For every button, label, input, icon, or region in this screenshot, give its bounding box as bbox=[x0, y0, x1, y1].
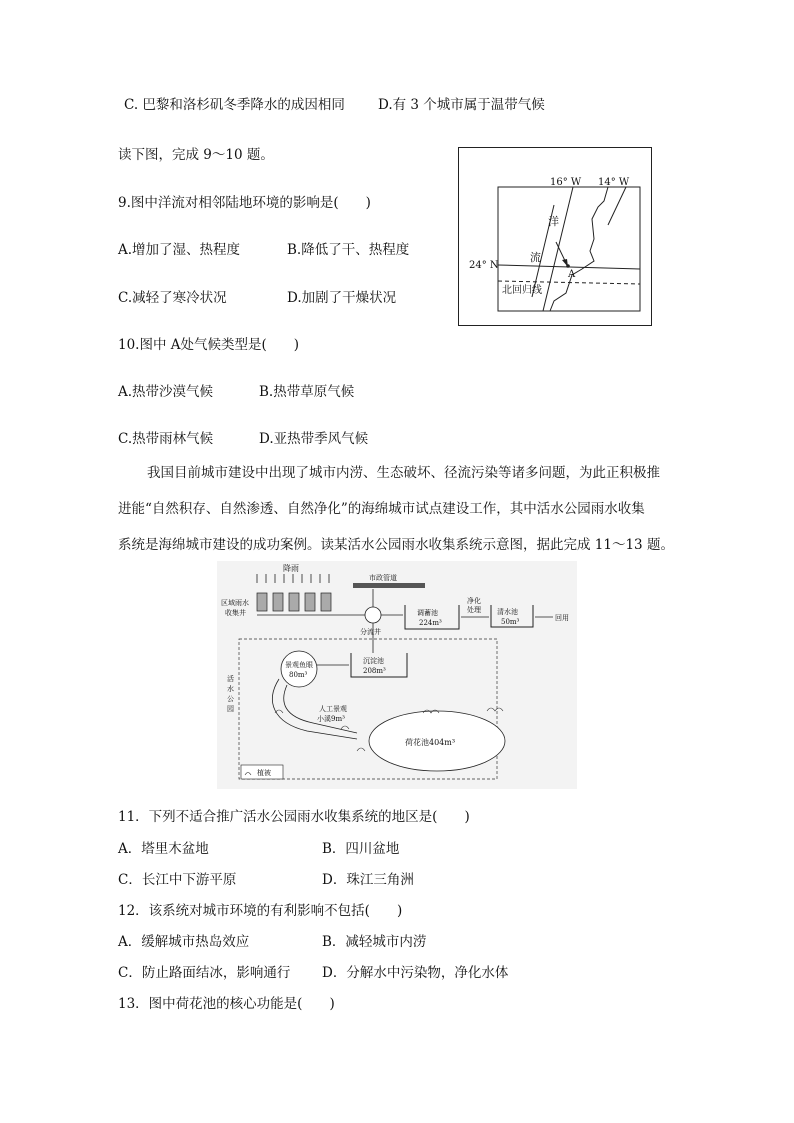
ocean-current-map bbox=[458, 147, 653, 327]
municipal-pipe bbox=[353, 583, 425, 588]
q12-option-c: C．防止路面结冰，影响通行 bbox=[118, 965, 291, 981]
q10-stem: 10.图中 A处气候类型是( ) bbox=[118, 337, 300, 353]
stream-label-1: 人工景观 bbox=[319, 705, 347, 713]
q11-option-d: D．珠江三角洲 bbox=[322, 872, 414, 888]
purify-label-2: 处理 bbox=[467, 606, 481, 614]
park-label-2: 水 bbox=[227, 685, 234, 693]
settle-label-1: 沉淀池 bbox=[363, 657, 384, 665]
storage-label-2: 224m³ bbox=[419, 619, 442, 627]
splitter-well bbox=[365, 607, 381, 623]
q12-stem: 12．该系统对城市环境的有利影响不包括( ) bbox=[118, 903, 403, 919]
collector-label-2: 收集井 bbox=[225, 609, 246, 617]
collector-label-1: 区域雨水 bbox=[221, 599, 249, 607]
q8-option-d: D.有 3 个城市属于温带气候 bbox=[378, 97, 545, 113]
q9-option-a: A.增加了湿、热程度 bbox=[118, 242, 241, 258]
legend-label: 植被 bbox=[257, 769, 271, 777]
section-intro-9-10: 读下图，完成 9～10 题。 bbox=[118, 147, 274, 163]
q8-option-c: C. 巴黎和洛杉矶冬季降水的成因相同 bbox=[124, 97, 345, 113]
q12-option-d: D．分解水中污染物，净化水体 bbox=[322, 965, 509, 981]
park-label-4: 园 bbox=[227, 705, 234, 713]
stream-label-2: 小溪9m³ bbox=[317, 715, 345, 723]
q12-option-a: A．缓解城市热岛效应 bbox=[118, 934, 250, 950]
q9-option-c: C.减轻了寒冷状况 bbox=[118, 290, 227, 306]
q9-option-b: B.降低了干、热程度 bbox=[287, 242, 410, 258]
passage-line-3: 系统是海绵城市建设的成功案例。读某活水公园雨水收集系统示意图，据此完成 11～13 题。 bbox=[118, 537, 674, 553]
current-label-yang: 洋 bbox=[548, 215, 559, 228]
park-label-1: 活 bbox=[227, 675, 234, 683]
tropic-label: 北回归线 bbox=[502, 285, 542, 296]
q10-option-d: D.亚热带季风气候 bbox=[259, 431, 369, 447]
rainwater-system-diagram bbox=[217, 561, 577, 789]
splitter-label: 分流井 bbox=[360, 628, 381, 636]
q12-option-b: B．减轻城市内涝 bbox=[322, 934, 427, 950]
rain-label: 降雨 bbox=[283, 564, 299, 573]
q11-option-a: A．塔里木盆地 bbox=[118, 841, 209, 857]
passage bbox=[118, 455, 688, 563]
passage-line-2: 进能“自然积存、自然渗透、自然净化”的海绵城市试点建设工作，其中活水公园雨水收集 bbox=[118, 501, 645, 517]
q11-stem: 11．下列不适合推广活水公园雨水收集系统的地区是( ) bbox=[118, 809, 470, 825]
fish-pond bbox=[281, 651, 317, 687]
reuse-label: 回用 bbox=[555, 614, 569, 622]
point-a-label: A bbox=[568, 269, 576, 280]
latitude-24n-label: 24° N bbox=[469, 260, 499, 271]
storage-label-1: 调蓄池 bbox=[417, 609, 438, 617]
q10-option-c: C.热带雨林气候 bbox=[118, 431, 214, 447]
q13-stem: 13．图中荷花池的核心功能是( ) bbox=[118, 996, 335, 1012]
fishpond-label-1: 景观鱼眼 bbox=[285, 661, 313, 669]
current-label-liu: 流 bbox=[530, 251, 541, 264]
longitude-16w-label: 16° W bbox=[550, 177, 582, 188]
point-a-marker bbox=[566, 264, 570, 268]
settle-label-2: 208m³ bbox=[363, 667, 386, 675]
longitude-14w-label: 14° W bbox=[598, 177, 630, 188]
q11-option-c: C．长江中下游平原 bbox=[118, 872, 237, 888]
park-label-3: 公 bbox=[227, 695, 234, 703]
clean-label-1: 清水池 bbox=[497, 608, 518, 616]
municipal-label: 市政管道 bbox=[369, 574, 397, 582]
fishpond-label-2: 80m³ bbox=[289, 671, 308, 679]
clean-label-2: 50m³ bbox=[501, 618, 520, 626]
q10-option-b: B.热带草原气候 bbox=[259, 384, 355, 400]
q9-option-d: D.加剧了干燥状况 bbox=[287, 290, 397, 306]
purify-label-1: 净化 bbox=[467, 597, 481, 605]
passage-line-1: 我国目前城市建设中出现了城市内涝、生态破坏、径流污染等诸多问题，为此正积极推 bbox=[147, 465, 660, 481]
q11-option-b: B．四川盆地 bbox=[322, 841, 400, 857]
q10-option-a: A.热带沙漠气候 bbox=[118, 384, 214, 400]
q9-stem: 9.图中洋流对相邻陆地环境的影响是( ) bbox=[118, 195, 371, 211]
lotus-label: 荷花池404m³ bbox=[405, 738, 456, 747]
